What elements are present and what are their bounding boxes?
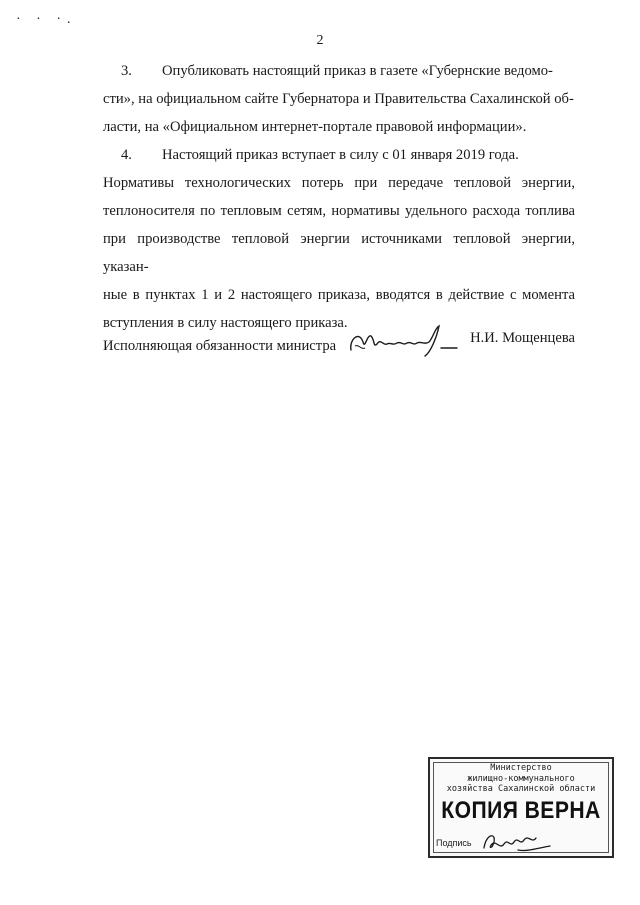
certified-copy-stamp <box>428 757 614 858</box>
stamp-signature <box>478 828 558 854</box>
stamp-organization <box>430 763 612 795</box>
text-line: Настоящий приказ вступает в силу с 01 января 2019 года. <box>162 147 519 163</box>
text-line: ные в пунктах 1 и 2 настоящего приказа, вводятся в действие с момента <box>103 287 575 303</box>
text-line: ласти, на «Официальном интернет-портале правовой информации». <box>103 119 527 135</box>
signatory-name: Н.И. Мощенцева <box>470 330 575 346</box>
text-line: Нормативы технологических потерь при передаче тепловой энергии, <box>103 175 575 191</box>
item-number: 3. <box>121 63 132 79</box>
paragraph-5 <box>103 169 575 197</box>
text-line: теплоносителя по тепловым сетям, нормативы удельного расхода топлива <box>103 203 575 219</box>
handwritten-signature <box>345 320 463 360</box>
document-body <box>103 57 575 337</box>
stamp-org-line: хозяйства Сахалинской области <box>446 784 596 794</box>
paragraph-3 <box>103 57 575 85</box>
stamp-org-line: Министерство <box>490 763 552 773</box>
stamp-title: КОПИЯ ВЕРНА <box>441 797 601 824</box>
text-line: Опубликовать настоящий приказ в газете «Губернские ведомо- <box>162 63 553 79</box>
page-number: 2 <box>316 33 324 48</box>
paragraph-4 <box>103 141 575 169</box>
item-number: 4. <box>121 147 132 163</box>
signature-block <box>103 330 575 370</box>
text-line: вступления в силу настоящего приказа. <box>103 315 348 331</box>
corner-marks: · · ·. <box>16 12 77 27</box>
signatory-title: Исполняющая обязанности министра <box>103 338 337 354</box>
text-line: сти», на официальном сайте Губернатора и Правительства Сахалинской об- <box>103 91 574 107</box>
text-line: при производстве тепловой энергии источниками тепловой энергии, указан- <box>103 231 575 275</box>
stamp-sign-label: Подпись <box>436 838 472 848</box>
stamp-org-line: жилищно-коммунального <box>467 773 575 784</box>
